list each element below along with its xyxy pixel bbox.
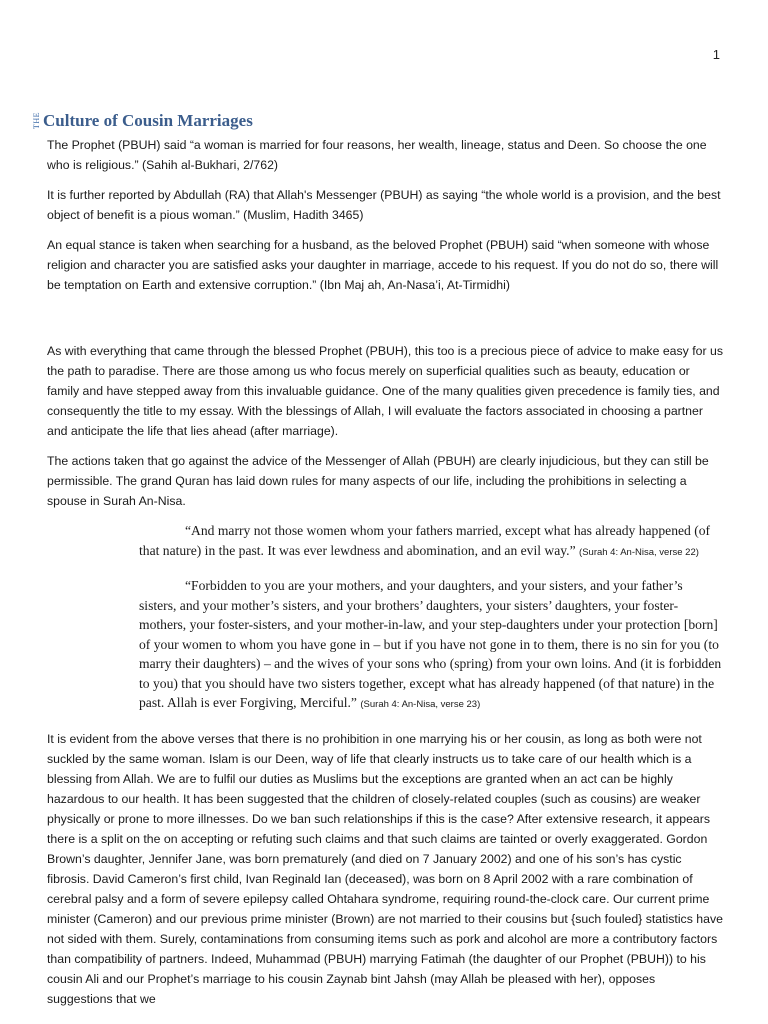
title-text: Culture of Cousin Marriages bbox=[43, 111, 253, 130]
paragraph-hadith-1: The Prophet (PBUH) said “a woman is married for four reasons, her wealth, lineage, status and Deen. So choose the one who is religious.” (Sahih al-Bukhari, 2/762) bbox=[47, 138, 707, 172]
document-title bbox=[33, 111, 253, 131]
quote-reference: (Surah 4: An-Nisa, verse 22) bbox=[579, 546, 699, 558]
quote-reference: (Surah 4: An-Nisa, verse 23) bbox=[360, 699, 481, 710]
page-number: 1 bbox=[712, 47, 720, 62]
quote-text: “Forbidden to you are your mothers, and your daughters, and your sisters, and your father’s sisters, and your mother’s sisters, and your brothers’ daughters, your sisters’ daughters, your foster-mothers, your foster-sisters, and your mother-in-law, and your step-daughters under your protection [born] of your women to whom you have gone in – but if you have not gone in to them, there is no sin for you (to marry their daughters) – and the wives of your sons who (spring) from your own loins. And (it is forbidden to you) that you should have two sisters together, except what has already happened (of that nature) in the past. Allah is ever Forgiving, Merciful.” bbox=[139, 578, 722, 710]
paragraph-hadith-2: It is further reported by Abdullah (RA) that Allah's Messenger (PBUH) as saying “the whole world is a provision, and the best object of benefit is a pious woman.” (Muslim, Hadith 3465) bbox=[47, 188, 721, 222]
paragraph-intro: As with everything that came through the blessed Prophet (PBUH), this too is a precious piece of advice to make easy for us the path to paradise. There are those among us who focus merely on superficial qualities such as beauty, education or family and have stepped away from this invaluable guidance. One of the many qualities given precedence is family ties, and consequently the title to my essay. With the blessings of Allah, I will evaluate the factors associated in choosing a partner and anticipate the life that lies ahead (after marriage). bbox=[47, 344, 723, 438]
title-prefix: THE bbox=[32, 111, 41, 129]
quote-verse-23 bbox=[139, 576, 723, 715]
quote-verse-22 bbox=[139, 521, 723, 562]
paragraph-husband: An equal stance is taken when searching for a husband, as the beloved Prophet (PBUH) said “when someone with whose religion and character you are satisfied asks your daughter in marriage, accede to his request. If you do not do so, there will be temptation on Earth and extensive corruption.” (Ibn Maj ah, An-Nasa’i, At-Tirmidhi) bbox=[47, 238, 719, 292]
document-body bbox=[47, 135, 723, 1019]
paragraph-analysis: It is evident from the above verses that there is no prohibition in one marrying his or her cousin, as long as both were not suckled by the same woman. Islam is our Deen, way of life that clearly instructs us to take care of our health which is a blessing from Allah. We are to fulfil our duties as Muslims but the exceptions are granted when an act can be highly hazardous to our health. It has been suggested that the children of closely-related couples (such as cousins) are weaker physically or prone to more illnesses. Do we ban such relationships if this is the case? After extensive research, it appears there is a split on the on accepting or refuting such claims and that such claims are tainted or overly exaggerated. Gordon Brown’s daughter, Jennifer Jane, was born prematurely (and died on 7 January 2002) and one of his son’s has cystic fibrosis. David Cameron’s first child, Ivan Reginald Ian (deceased), was born on 8 April 2002 with a rare combination of cerebral palsy and a form of severe epilepsy called Ohtahara syndrome, requiring round-the-clock care. Our current prime minister (Cameron) and our previous prime minister (Brown) are not married to their cousins but {such fouled} statistics have not sided with them. Surely, contaminations from consuming items such as pork and alcohol are more a contributory factors than compatibility of partners. Indeed, Muhammad (PBUH) marrying Fatimah (the daughter of our Prophet (PBUH)) to his cousin Ali and our Prophet’s marriage to his cousin Zaynab bint Jahsh (may Allah be pleased with her), opposes suggestions that we bbox=[47, 731, 723, 1006]
quote-text: “And marry not those women whom your fathers married, except what has already happened (of that nature) in the past. It was ever lewdness and abomination, and an evil way.” bbox=[139, 523, 711, 558]
paragraph-prohibitions: The actions taken that go against the advice of the Messenger of Allah (PBUH) are clearly injudicious, but they can still be permissible. The grand Quran has laid down rules for many aspects of our life, including the prohibitions in selecting a spouse in Surah An-Nisa. bbox=[47, 454, 709, 508]
